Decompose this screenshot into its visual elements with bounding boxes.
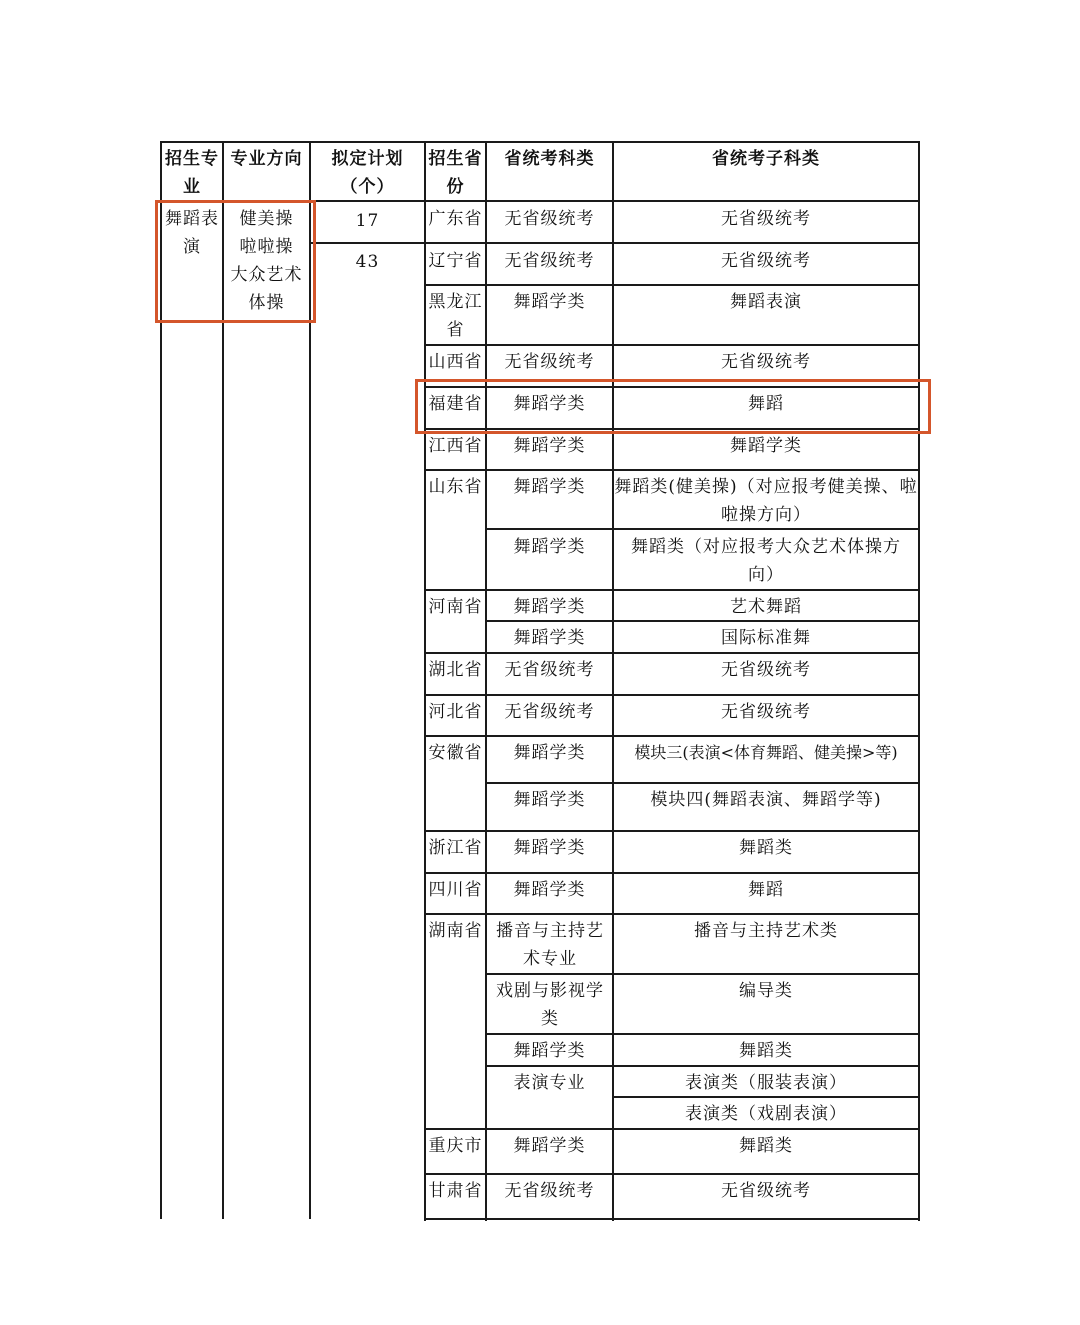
subcategory-cell: 舞蹈类（对应报考大众艺术体操方向） xyxy=(631,537,901,585)
subcategory-cell: 模块三(表演<体育舞蹈、健美操>等) xyxy=(634,743,898,762)
province-cell: 河北省 xyxy=(428,702,483,722)
row-divider xyxy=(424,589,920,591)
row-divider xyxy=(309,242,920,244)
province-cell: 甘肃省 xyxy=(428,1181,483,1201)
subcategory-cell: 舞蹈类 xyxy=(739,1136,793,1156)
major-cell: 舞蹈表演 xyxy=(165,209,219,257)
header-category: 省统考科类 xyxy=(504,149,595,169)
province-cell: 河南省 xyxy=(428,597,483,617)
category-cell: 无省级统考 xyxy=(504,352,595,372)
subcategory-cell: 无省级统考 xyxy=(721,1181,811,1201)
row-divider xyxy=(485,782,920,784)
row-divider xyxy=(424,1173,920,1175)
province-cell: 湖南省 xyxy=(428,921,483,941)
subcategory-cell: 无省级统考 xyxy=(721,209,811,229)
province-cell: 黑龙江省 xyxy=(428,292,483,340)
table-border-bottom xyxy=(424,1218,920,1220)
category-cell: 舞蹈学类 xyxy=(513,838,586,858)
subcategory-cell: 舞蹈 xyxy=(748,880,784,900)
header-subcategory: 省统考子科类 xyxy=(712,149,820,169)
subcategory-cell: 舞蹈 xyxy=(748,394,784,414)
row-divider xyxy=(424,1128,920,1130)
plan-cell: 43 xyxy=(355,252,380,272)
category-cell: 舞蹈学类 xyxy=(513,597,586,617)
row-divider xyxy=(485,1033,920,1035)
category-cell: 舞蹈学类 xyxy=(513,292,586,312)
subcategory-cell: 无省级统考 xyxy=(721,702,811,722)
category-cell: 舞蹈学类 xyxy=(513,394,586,414)
header-direction: 专业方向 xyxy=(230,149,303,169)
subcategory-cell: 编导类 xyxy=(739,981,793,1001)
category-cell: 舞蹈学类 xyxy=(513,477,586,497)
province-cell: 四川省 xyxy=(428,880,483,900)
row-divider xyxy=(485,973,920,975)
subcategory-cell: 表演类（服装表演） xyxy=(685,1073,847,1093)
category-cell: 无省级统考 xyxy=(504,1181,595,1201)
subcategory-cell: 舞蹈类(健美操)（对应报考健美操、啦啦操方向） xyxy=(614,477,918,525)
plan-cell: 17 xyxy=(355,211,380,231)
subcategory-cell: 舞蹈类 xyxy=(739,838,793,858)
category-cell: 无省级统考 xyxy=(504,702,595,722)
subcategory-cell: 国际标准舞 xyxy=(721,628,811,648)
province-cell: 辽宁省 xyxy=(428,251,483,271)
category-cell: 戏剧与影视学类 xyxy=(496,981,604,1029)
row-divider xyxy=(424,652,920,654)
category-cell: 播音与主持艺术专业 xyxy=(496,921,604,969)
category-cell: 舞蹈学类 xyxy=(513,1136,586,1156)
subcategory-cell: 模块四(舞蹈表演、舞蹈学等) xyxy=(650,790,882,810)
subcategory-cell: 无省级统考 xyxy=(721,251,811,271)
province-cell: 山西省 xyxy=(428,352,483,372)
highlight-box-fujian-row xyxy=(415,379,931,434)
category-cell: 舞蹈学类 xyxy=(513,537,586,557)
category-cell: 舞蹈学类 xyxy=(513,436,586,456)
row-divider xyxy=(424,913,920,915)
province-cell: 福建省 xyxy=(428,394,483,414)
subcategory-cell: 舞蹈学类 xyxy=(730,436,802,456)
subcategory-cell: 表演类（戏剧表演） xyxy=(685,1104,847,1124)
row-divider xyxy=(424,694,920,696)
row-divider xyxy=(424,344,920,346)
category-cell: 舞蹈学类 xyxy=(513,880,586,900)
row-divider xyxy=(424,735,920,737)
row-divider xyxy=(424,830,920,832)
province-cell: 湖北省 xyxy=(428,660,483,680)
category-cell: 无省级统考 xyxy=(504,251,595,271)
row-divider xyxy=(424,284,920,286)
row-divider xyxy=(424,872,920,874)
header-province: 招生省份 xyxy=(428,149,483,197)
province-cell: 广东省 xyxy=(428,209,483,229)
subcategory-cell: 艺术舞蹈 xyxy=(730,597,802,617)
row-divider xyxy=(424,469,920,471)
province-cell: 重庆市 xyxy=(428,1136,483,1156)
category-cell: 无省级统考 xyxy=(504,209,595,229)
subcategory-cell: 播音与主持艺术类 xyxy=(694,921,838,941)
header-plan: 拟定计划 （个） xyxy=(331,149,404,197)
province-cell: 山东省 xyxy=(428,477,483,497)
subcategory-cell: 舞蹈类 xyxy=(739,1041,793,1061)
table-border-right xyxy=(918,141,920,1221)
province-cell: 安徽省 xyxy=(428,743,483,763)
highlight-box-major-direction xyxy=(155,200,316,323)
province-cell: 江西省 xyxy=(428,436,483,456)
province-cell: 浙江省 xyxy=(428,838,483,858)
direction-cell: 健美操 啦啦操 大众艺术 体操 xyxy=(230,209,303,313)
category-cell: 舞蹈学类 xyxy=(513,790,586,810)
category-cell: 舞蹈学类 xyxy=(513,628,586,648)
header-major: 招生专业 xyxy=(165,149,219,197)
category-cell: 舞蹈学类 xyxy=(513,1041,586,1061)
subcategory-cell: 无省级统考 xyxy=(721,352,811,372)
subcategory-cell: 舞蹈表演 xyxy=(730,292,802,312)
table-border-top xyxy=(160,141,920,143)
category-cell: 表演专业 xyxy=(513,1073,586,1093)
row-divider xyxy=(485,1065,920,1067)
category-cell: 舞蹈学类 xyxy=(513,743,586,763)
category-cell: 无省级统考 xyxy=(504,660,595,680)
subcategory-cell: 无省级统考 xyxy=(721,660,811,680)
